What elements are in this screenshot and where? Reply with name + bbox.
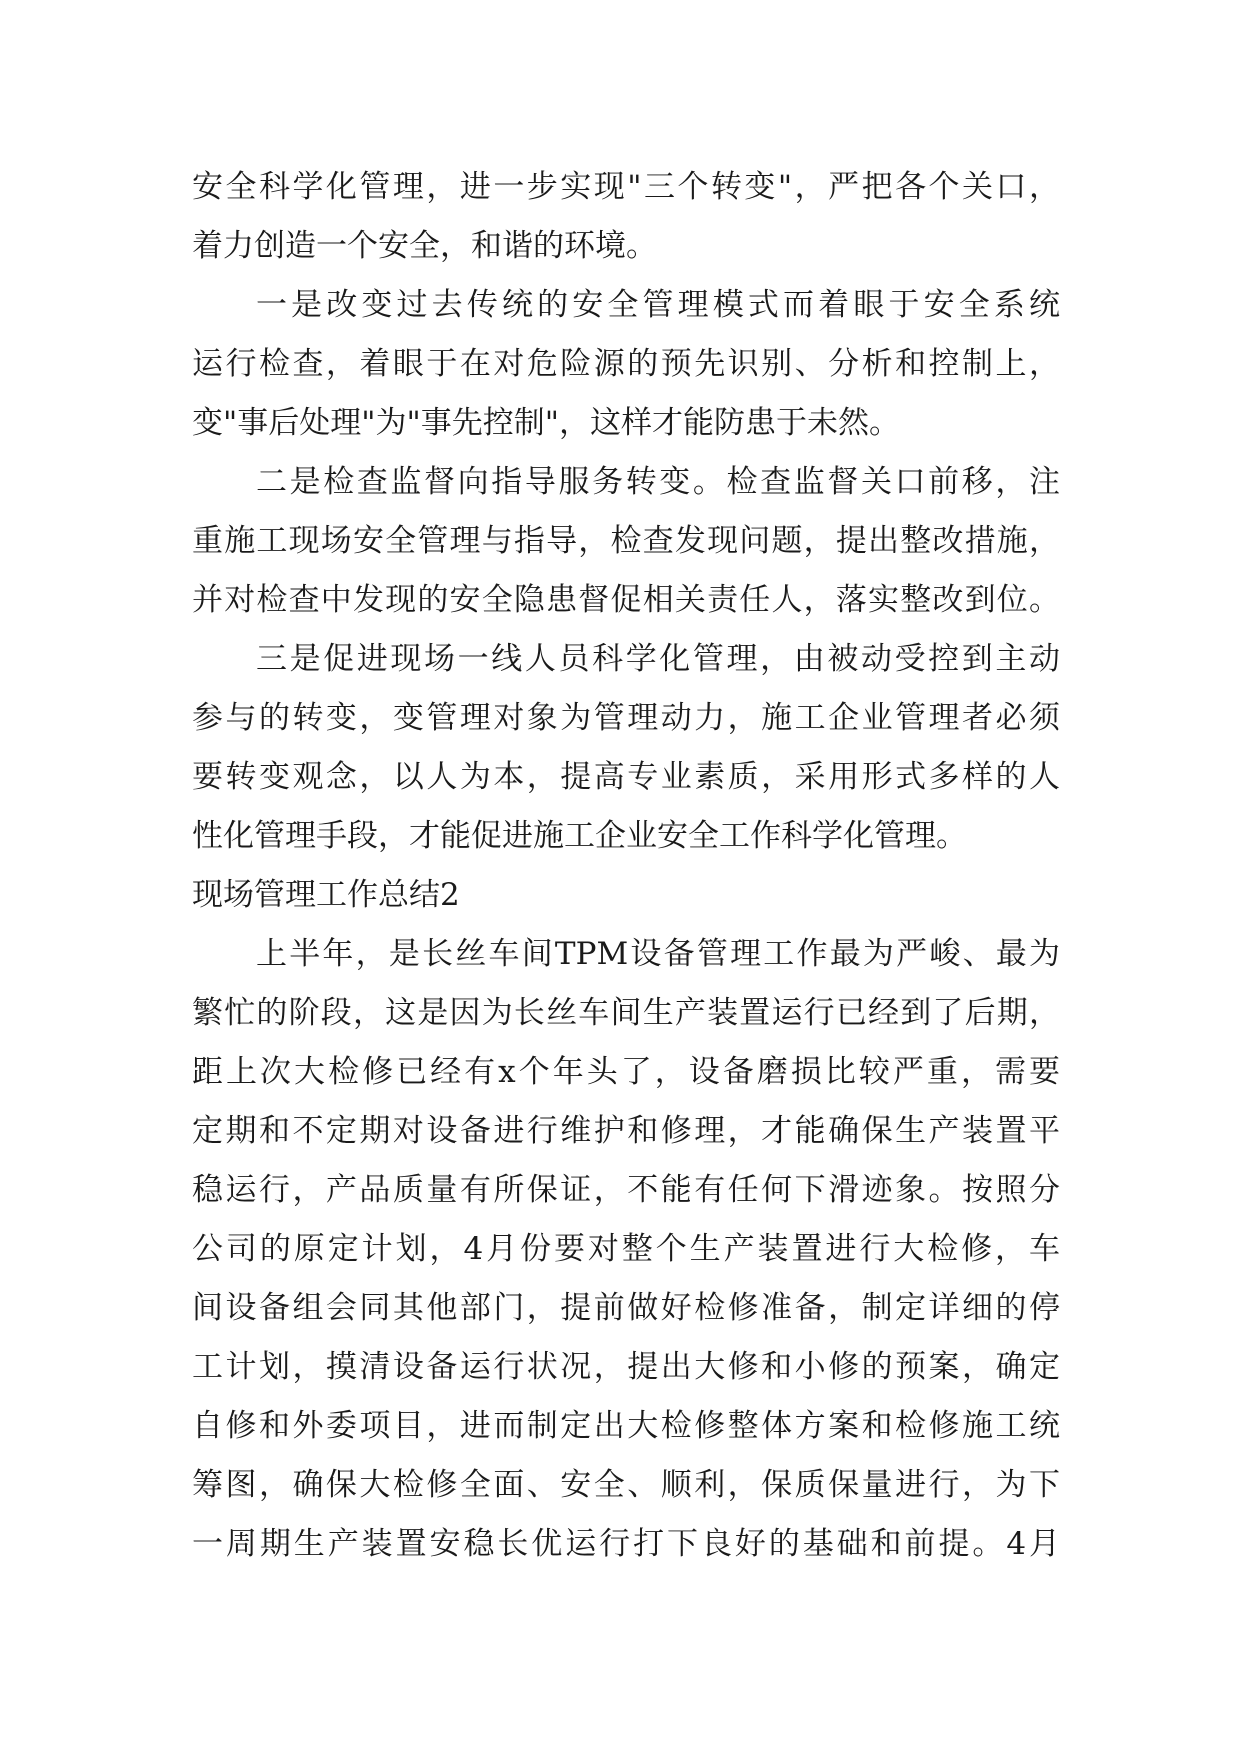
- paragraph: [192, 925, 1060, 1574]
- text-line: 三是促进现场一线人员科学化管理，由被动受控到主动: [256, 641, 1060, 677]
- text-line: 工计划，摸清设备运行状况，提出大修和小修的预案，确定: [192, 1349, 1060, 1385]
- text-line: 性化管理手段，才能促进施工企业安全工作科学化管理。: [192, 818, 967, 854]
- text-line: 并对检查中发现的安全隐患督促相关责任人，落实整改到位。: [192, 582, 1060, 618]
- text-line: 参与的转变，变管理对象为管理动力，施工企业管理者必须: [192, 700, 1060, 736]
- text-line: 安全科学化管理，进一步实现"三个转变"，严把各个关口，: [192, 169, 1060, 205]
- paragraph: [192, 158, 1060, 276]
- text-line: 着力创造一个安全，和谐的环境。: [192, 228, 657, 264]
- paragraph: [192, 453, 1060, 630]
- text-line: 要转变观念，以人为本，提高专业素质，采用形式多样的人: [192, 759, 1060, 795]
- text-line: 公司的原定计划，4月份要对整个生产装置进行大检修，车: [192, 1231, 1060, 1267]
- text-line: 上半年，是长丝车间TPM设备管理工作最为严峻、最为: [256, 936, 1060, 972]
- paragraph: [192, 630, 1060, 866]
- paragraph: [192, 276, 1060, 453]
- text-line: 变"事后处理"为"事先控制"，这样才能防患于未然。: [192, 405, 901, 441]
- text-line: 一是改变过去传统的安全管理模式而着眼于安全系统: [256, 287, 1060, 323]
- text-line: 定期和不定期对设备进行维护和修理，才能确保生产装置平: [192, 1113, 1060, 1149]
- document-body: [192, 158, 1060, 1574]
- text-line: 自修和外委项目，进而制定出大检修整体方案和检修施工统: [192, 1408, 1060, 1444]
- text-line: 繁忙的阶段，这是因为长丝车间生产装置运行已经到了后期，: [192, 995, 1060, 1031]
- text-line: 一周期生产装置安稳长优运行打下良好的基础和前提。4月: [192, 1526, 1060, 1562]
- text-line: 间设备组会同其他部门，提前做好检修准备，制定详细的停: [192, 1290, 1060, 1326]
- text-line: 筹图，确保大检修全面、安全、顺利，保质保量进行，为下: [192, 1467, 1060, 1503]
- text-line: 二是检查监督向指导服务转变。检查监督关口前移，注: [256, 464, 1060, 500]
- text-line: 运行检查，着眼于在对危险源的预先识别、分析和控制上，: [192, 346, 1060, 382]
- text-line: 重施工现场安全管理与指导，检查发现问题，提出整改措施，: [192, 523, 1060, 559]
- text-line: 稳运行，产品质量有所保证，不能有任何下滑迹象。按照分: [192, 1172, 1060, 1208]
- text-line: 距上次大检修已经有x个年头了，设备磨损比较严重，需要: [192, 1054, 1060, 1090]
- section-heading: 现场管理工作总结2: [192, 877, 460, 913]
